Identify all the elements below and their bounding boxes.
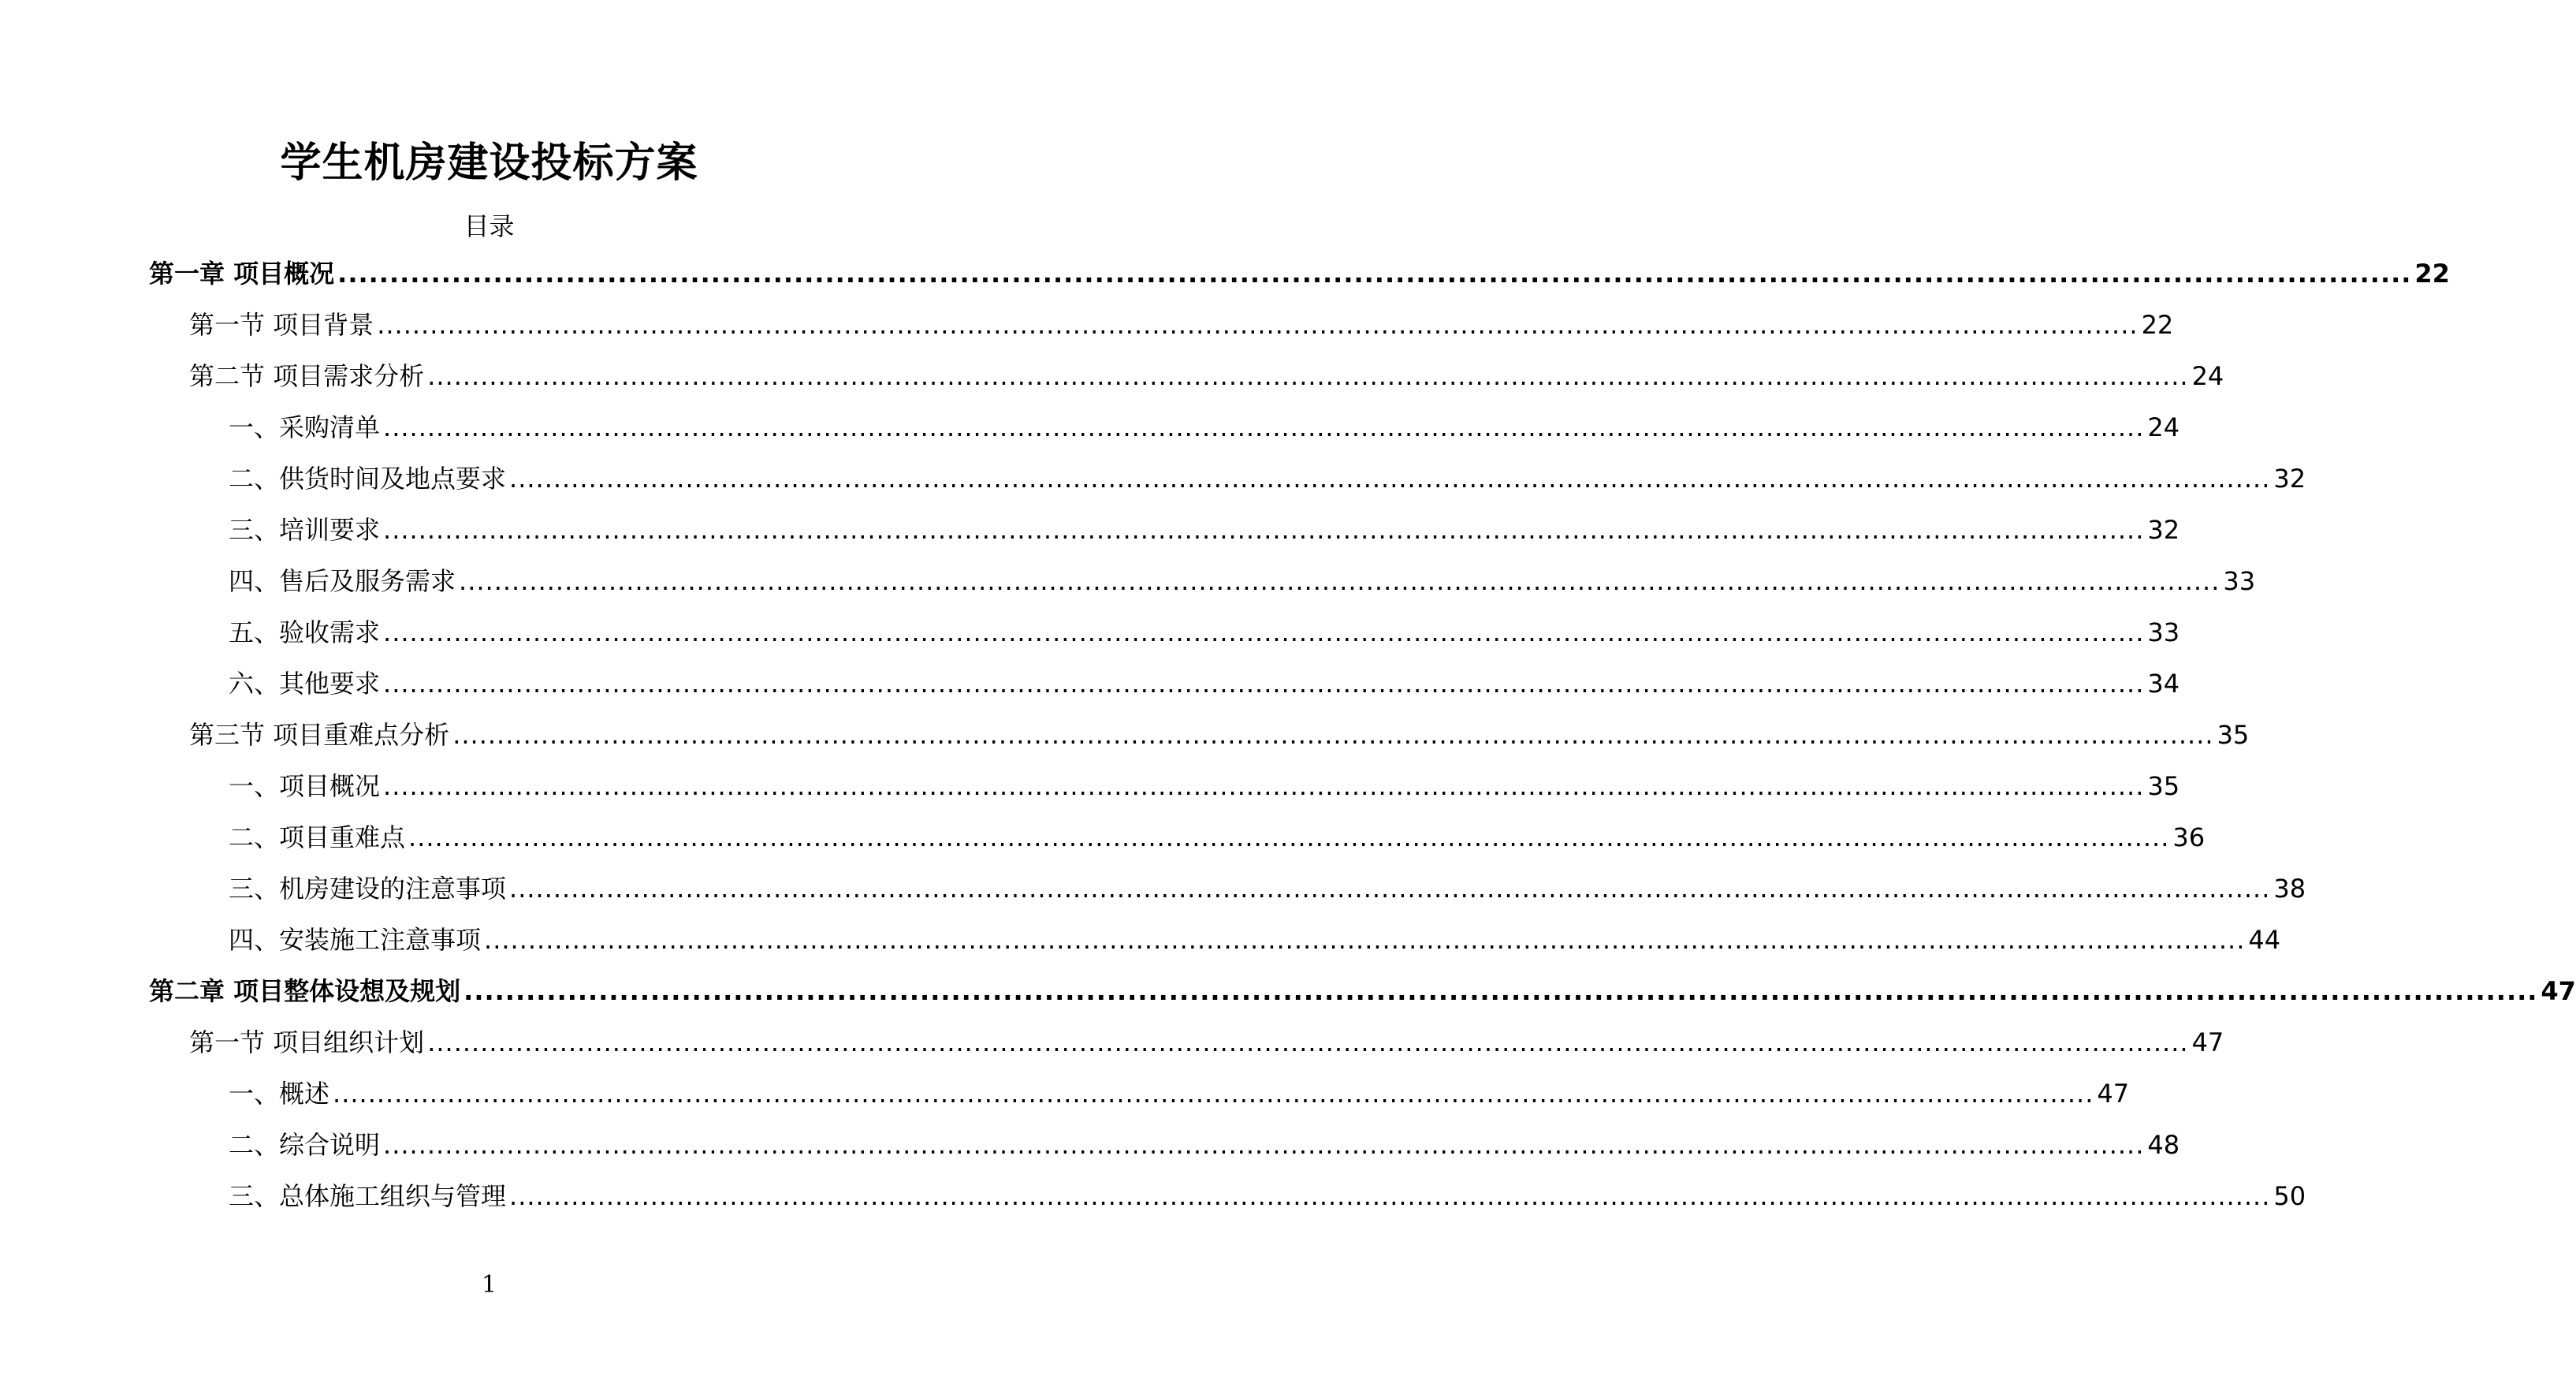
toc-entry-label: 三、机房建设的注意事项	[229, 874, 507, 904]
toc-entry-page: 35	[2147, 771, 2180, 801]
toc-entry[interactable]	[189, 308, 2174, 342]
toc-leader-dots: ........................................................................................................................................................................................................	[427, 1027, 2189, 1057]
toc-entry-page: 36	[2172, 822, 2206, 852]
toc-leader-dots: ........................................................................................................................................................................................................	[337, 259, 2412, 289]
toc-entry-label: 第二章 项目整体设想及规划	[149, 976, 461, 1006]
document-title: 学生机房建设投标方案	[280, 140, 698, 187]
toc-entry-page: 47	[2541, 976, 2576, 1006]
toc-entry[interactable]	[149, 256, 2450, 291]
page-number: 1	[481, 1271, 497, 1299]
toc-entry[interactable]	[189, 718, 2250, 752]
toc-entry[interactable]	[149, 974, 2576, 1008]
toc-leader-dots: ........................................................................................................................................................................................................	[383, 412, 2145, 442]
toc-entry[interactable]	[229, 1076, 2130, 1111]
toc-leader-dots: ........................................................................................................................................................................................................	[333, 1079, 2094, 1109]
toc-entry-label: 二、项目重难点	[229, 822, 406, 852]
toc-entry-label: 第一章 项目概况	[149, 259, 335, 289]
toc-entry-page: 33	[2223, 566, 2256, 596]
toc-leader-dots: ........................................................................................................................................................................................................	[509, 1181, 2271, 1211]
toc-heading: 目录	[463, 211, 515, 241]
toc-entry[interactable]	[229, 769, 2180, 803]
toc-entry[interactable]	[229, 615, 2180, 650]
toc-entry[interactable]	[229, 923, 2281, 957]
toc-entry-page: 22	[2141, 310, 2174, 340]
toc-leader-dots: ........................................................................................................................................................................................................	[427, 361, 2189, 391]
toc-entry-label: 第二节 项目需求分析	[189, 361, 425, 391]
toc-entry-label: 三、总体施工组织与管理	[229, 1181, 507, 1211]
toc-leader-dots: ........................................................................................................................................................................................................	[383, 617, 2145, 647]
toc-entry-label: 六、其他要求	[229, 669, 381, 699]
toc-entry-label: 一、概述	[229, 1079, 330, 1109]
toc-entry-page: 32	[2147, 515, 2180, 545]
toc-entry-label: 三、培训要求	[229, 515, 381, 545]
toc-entry[interactable]	[229, 564, 2256, 598]
toc-entry-page: 48	[2147, 1130, 2180, 1160]
toc-leader-dots: ........................................................................................................................................................................................................	[377, 310, 2139, 340]
toc-entry-page: 38	[2273, 874, 2306, 904]
toc-leader-dots: ........................................................................................................................................................................................................	[484, 925, 2246, 955]
toc-entry-page: 44	[2248, 925, 2281, 955]
toc-entry-label: 二、综合说明	[229, 1130, 381, 1160]
toc-entry[interactable]	[229, 871, 2306, 906]
toc-leader-dots: ........................................................................................................................................................................................................	[452, 720, 2214, 750]
toc-entry-page: 24	[2191, 361, 2224, 391]
toc-entry-page: 24	[2147, 412, 2180, 442]
toc-leader-dots: ........................................................................................................................................................................................................	[463, 976, 2538, 1006]
toc-entry-label: 二、供货时间及地点要求	[229, 464, 507, 494]
toc-leader-dots: ........................................................................................................................................................................................................	[459, 566, 2220, 596]
toc-entry-page: 35	[2217, 720, 2250, 750]
toc-leader-dots: ........................................................................................................................................................................................................	[383, 771, 2145, 801]
toc-entry-label: 五、验收需求	[229, 617, 381, 647]
toc-entry-label: 四、安装施工注意事项	[229, 925, 482, 955]
toc-entry-page: 47	[2191, 1027, 2224, 1057]
toc-leader-dots: ........................................................................................................................................................................................................	[509, 464, 2271, 494]
toc-entry[interactable]	[189, 1025, 2224, 1060]
toc-entry-label: 第三节 项目重难点分析	[189, 720, 450, 750]
toc-leader-dots: ........................................................................................................................................................................................................	[383, 1130, 2145, 1160]
toc-entry-label: 一、采购清单	[229, 412, 381, 442]
toc-entry[interactable]	[229, 513, 2180, 547]
toc-entry[interactable]	[229, 410, 2180, 445]
toc-entry[interactable]	[229, 666, 2180, 701]
toc-entry[interactable]	[189, 359, 2224, 393]
toc-leader-dots: ........................................................................................................................................................................................................	[383, 515, 2145, 545]
toc-entry-label: 一、项目概况	[229, 771, 381, 801]
toc-entry-page: 22	[2414, 259, 2450, 289]
toc-entry-page: 50	[2273, 1181, 2306, 1211]
toc-leader-dots: ........................................................................................................................................................................................................	[509, 874, 2271, 904]
toc-entry-page: 32	[2273, 464, 2306, 494]
toc-entry[interactable]	[229, 461, 2306, 496]
toc-entry[interactable]	[229, 820, 2206, 855]
toc-entry[interactable]	[229, 1128, 2180, 1162]
toc-leader-dots: ........................................................................................................................................................................................................	[383, 669, 2145, 699]
toc-entry-label: 四、售后及服务需求	[229, 566, 456, 596]
toc-entry[interactable]	[229, 1179, 2306, 1213]
toc-entry-label: 第一节 项目背景	[189, 310, 374, 340]
toc-entry-page: 33	[2147, 617, 2180, 647]
toc-entry-label: 第一节 项目组织计划	[189, 1027, 425, 1057]
toc-leader-dots: ........................................................................................................................................................................................................	[408, 822, 2170, 852]
toc-entry-page: 47	[2097, 1079, 2130, 1109]
toc-entry-page: 34	[2147, 669, 2180, 699]
